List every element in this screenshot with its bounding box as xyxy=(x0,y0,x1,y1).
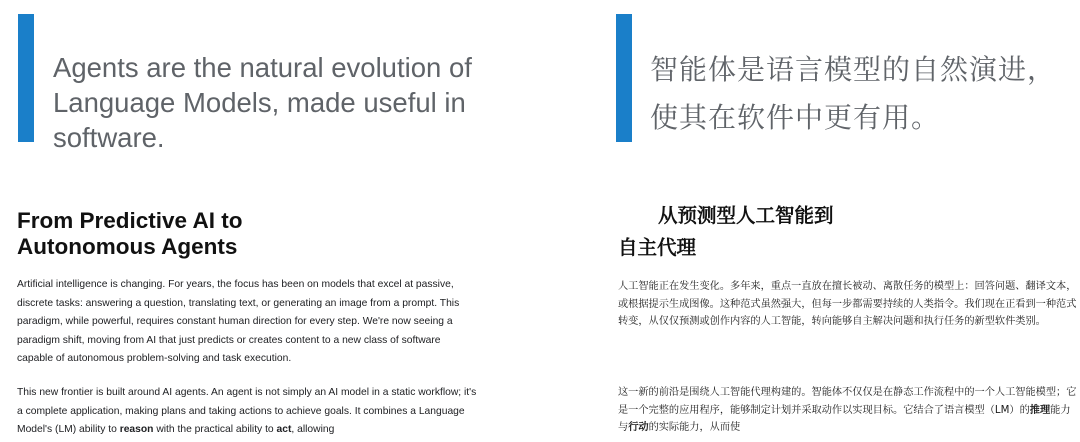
para2-text-c: , allowing xyxy=(291,424,335,435)
section-heading xyxy=(17,208,437,260)
section-heading-line1: From Predictive AI to xyxy=(17,208,243,233)
section-heading-line2: Autonomous Agents xyxy=(17,234,238,259)
pull-quote-text-zh: 智能体是语言模型的自然演进，使其在软件中更有用。 xyxy=(650,53,1057,134)
para2-zh-text-c: 的实际能力，从而使 xyxy=(648,422,741,433)
section-heading-zh xyxy=(618,200,918,264)
para2-bold-reason: reason xyxy=(119,424,154,435)
quote-accent-bar xyxy=(18,14,34,142)
para2-text-b: with the practical ability to xyxy=(153,424,277,435)
para2-text-a: This new frontier is built around AI agents. An agent is not simply an AI model in a static workflow; it's a complete application, making plans and taking actions to achieve goals. It combines a Language Model's (LM) ability to xyxy=(17,387,477,435)
quote-accent-bar-zh xyxy=(616,14,632,142)
para2-zh-bold-reason: 推理 xyxy=(1029,404,1051,416)
body-paragraph-1-zh: 人工智能正在发生变化。多年来，重点一直放在擅长被动、离散任务的模型上：回答问题、翻译文本，或根据提示生成图像。这种范式虽然强大，但每一步都需要持续的人类指令。我们现在正看到一种范式转变，从仅仅预测或创作内容的人工智能，转向能够自主解决问题和执行任务的新型软件类别。 xyxy=(618,281,1077,327)
section-heading-zh-line2: 自主代理 xyxy=(618,236,697,259)
para2-zh-text-a: 这一新的前沿是围绕人工智能代理构建的。智能体不仅仅是在静态工作流程中的一个人工智能模型；它是一个完整的应用程序，能够制定计划并采取动作以实现目标。它结合了语言模型（LM）的 xyxy=(618,387,1077,416)
body-paragraph-1: Artificial intelligence is changing. For years, the focus has been on models that excel at passive, discrete tasks: answering a question, translating text, or generating an image from a prompt. This paradigm, while powerful, requires constant human direction for every step. We're now seeing a paradigm shift, moving from AI that just predicts or creates content to a new class of software capable of autonomous problem-solving and task execution. xyxy=(17,279,460,364)
body-paragraph-2-zh xyxy=(618,384,1078,437)
section-heading-zh-line1: 从预测型人工智能到 xyxy=(658,204,834,227)
body-paragraph-2 xyxy=(17,384,479,440)
para2-bold-act: act xyxy=(276,424,292,435)
para2-zh-text-b: 能力与 xyxy=(618,404,1071,433)
para2-zh-bold-act: 行动 xyxy=(628,422,649,433)
pull-quote-text: Agents are the natural evolution of Language Models, made useful in software. xyxy=(53,52,472,153)
